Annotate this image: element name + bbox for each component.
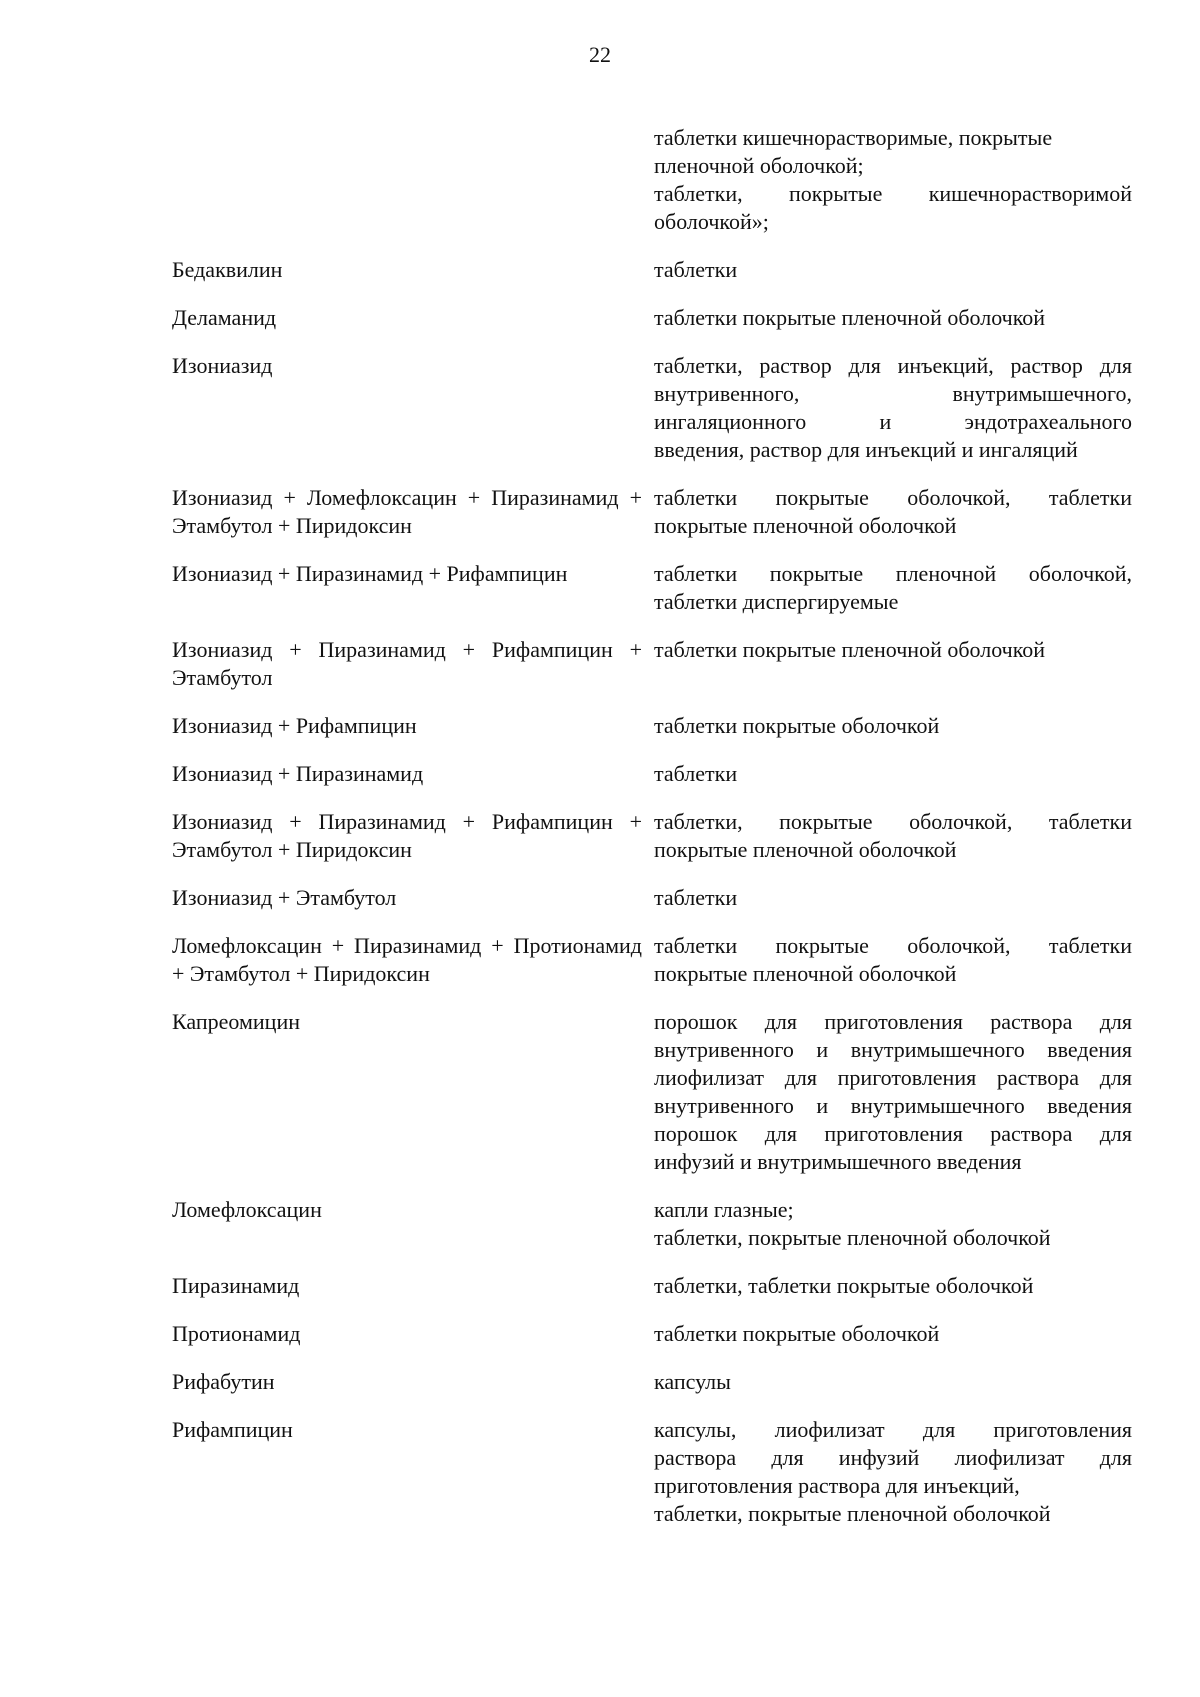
drug-name: Капреомицин bbox=[172, 1009, 300, 1034]
table-row bbox=[172, 352, 1132, 464]
dosage-form-line: таблетки покрытые оболочкой, таблетки bbox=[654, 485, 1132, 510]
dosage-forms bbox=[654, 712, 1132, 740]
dosage-forms bbox=[654, 1320, 1132, 1348]
dosage-form-line: раствора для инфузий лиофилизат для bbox=[654, 1445, 1132, 1470]
dosage-forms bbox=[654, 636, 1132, 664]
dosage-forms bbox=[654, 352, 1132, 464]
table-row bbox=[172, 304, 1132, 332]
drug-name: Изониазид bbox=[172, 353, 273, 378]
drug-name: Деламанид bbox=[172, 305, 277, 330]
dosage-form-line: покрытые пленочной оболочкой bbox=[654, 961, 957, 986]
dosage-forms bbox=[654, 760, 1132, 788]
dosage-form-line: инфузий и внутримышечного введения bbox=[654, 1149, 1022, 1174]
dosage-form-line: внутривенного, внутримышечного, bbox=[654, 381, 1132, 406]
dosage-form-line: покрытые пленочной оболочкой bbox=[654, 513, 957, 538]
table-row bbox=[172, 712, 1132, 740]
dosage-form-line: пленочной оболочкой; bbox=[654, 153, 864, 178]
drug-name: Изониазид + Этамбутол bbox=[172, 885, 397, 910]
dosage-form-line: таблетки покрытые пленочной оболочкой bbox=[654, 637, 1046, 662]
dosage-form-line: таблетки, покрытые пленочной оболочкой bbox=[654, 1501, 1051, 1526]
drug-name: Изониазид + Рифампицин bbox=[172, 713, 417, 738]
dosage-form-line: капсулы, лиофилизат для приготовления bbox=[654, 1417, 1132, 1442]
table-row bbox=[172, 560, 1132, 616]
table-row bbox=[172, 1008, 1132, 1176]
table-row bbox=[172, 1416, 1132, 1528]
table-row bbox=[172, 636, 1132, 692]
dosage-forms bbox=[654, 1196, 1132, 1252]
dosage-forms bbox=[654, 124, 1132, 236]
dosage-form-line: капли глазные; bbox=[654, 1197, 794, 1222]
table-row bbox=[172, 808, 1132, 864]
table-row bbox=[172, 1196, 1132, 1252]
dosage-forms bbox=[654, 932, 1132, 988]
dosage-form-line: таблетки bbox=[654, 257, 738, 282]
drug-name: Рифабутин bbox=[172, 1369, 275, 1394]
dosage-form-line: таблетки, раствор для инъекций, раствор для bbox=[654, 353, 1132, 378]
table-row bbox=[172, 124, 1132, 236]
drug-name: Изониазид + Пиразинамид + Рифампицин + Этамбутол bbox=[172, 637, 642, 690]
drug-table bbox=[172, 124, 1132, 1548]
dosage-form-line: таблетки, покрытые кишечнорастворимой bbox=[654, 181, 1132, 206]
dosage-forms bbox=[654, 808, 1132, 864]
dosage-form-line: таблетки покрытые оболочкой bbox=[654, 713, 940, 738]
table-row bbox=[172, 884, 1132, 912]
table-row bbox=[172, 1368, 1132, 1396]
drug-name: Изониазид + Пиразинамид + Рифампицин + Этамбутол + Пиридоксин bbox=[172, 809, 642, 862]
dosage-forms bbox=[654, 1272, 1132, 1300]
drug-name: Бедаквилин bbox=[172, 257, 283, 282]
table-row bbox=[172, 1272, 1132, 1300]
dosage-form-line: оболочкой»; bbox=[654, 209, 769, 234]
table-row bbox=[172, 256, 1132, 284]
dosage-form-line: таблетки, покрытые пленочной оболочкой bbox=[654, 1225, 1051, 1250]
dosage-forms bbox=[654, 1368, 1132, 1396]
dosage-forms bbox=[654, 1416, 1132, 1528]
dosage-form-line: внутривенного и внутримышечного введения bbox=[654, 1037, 1132, 1062]
dosage-form-line: ингаляционного и эндотрахеального bbox=[654, 409, 1132, 434]
table-row bbox=[172, 932, 1132, 988]
dosage-forms bbox=[654, 560, 1132, 616]
dosage-form-line: капсулы bbox=[654, 1369, 731, 1394]
dosage-form-line: таблетки bbox=[654, 885, 738, 910]
dosage-forms bbox=[654, 304, 1132, 332]
table-row bbox=[172, 1320, 1132, 1348]
drug-name: Изониазид + Пиразинамид + Рифампицин bbox=[172, 561, 568, 586]
dosage-form-line: таблетки покрытые оболочкой, таблетки bbox=[654, 933, 1132, 958]
dosage-form-line: таблетки кишечнорастворимые, покрытые bbox=[654, 125, 1053, 150]
dosage-form-line: приготовления раствора для инъекций, bbox=[654, 1473, 1020, 1498]
dosage-form-line: покрытые пленочной оболочкой bbox=[654, 837, 957, 862]
drug-name: Рифампицин bbox=[172, 1417, 293, 1442]
dosage-form-line: введения, раствор для инъекций и ингаляций bbox=[654, 437, 1078, 462]
dosage-form-line: таблетки bbox=[654, 761, 738, 786]
table-row bbox=[172, 484, 1132, 540]
table-row bbox=[172, 760, 1132, 788]
page-number: 22 bbox=[589, 42, 611, 67]
drug-name: Изониазид + Ломефлоксацин + Пиразинамид + Этамбутол + Пиридоксин bbox=[172, 485, 642, 538]
dosage-forms bbox=[654, 1008, 1132, 1176]
drug-name: Пиразинамид bbox=[172, 1273, 300, 1298]
dosage-form-line: таблетки, таблетки покрытые оболочкой bbox=[654, 1273, 1034, 1298]
dosage-form-line: таблетки диспергируемые bbox=[654, 589, 899, 614]
dosage-form-line: лиофилизат для приготовления раствора для bbox=[654, 1065, 1132, 1090]
drug-name: Протионамид bbox=[172, 1321, 301, 1346]
dosage-form-line: таблетки покрытые пленочной оболочкой bbox=[654, 305, 1046, 330]
dosage-form-line: порошок для приготовления раствора для bbox=[654, 1009, 1132, 1034]
dosage-form-line: внутривенного и внутримышечного введения bbox=[654, 1093, 1132, 1118]
dosage-form-line: таблетки покрытые пленочной оболочкой, bbox=[654, 561, 1132, 586]
drug-name: Изониазид + Пиразинамид bbox=[172, 761, 424, 786]
dosage-form-line: таблетки, покрытые оболочкой, таблетки bbox=[654, 809, 1132, 834]
dosage-forms bbox=[654, 884, 1132, 912]
drug-name: Ломефлоксацин + Пиразинамид + Протионамид + Этамбутол + Пиридоксин bbox=[172, 933, 642, 986]
dosage-form-line: порошок для приготовления раствора для bbox=[654, 1121, 1132, 1146]
drug-name: Ломефлоксацин bbox=[172, 1197, 322, 1222]
dosage-forms bbox=[654, 484, 1132, 540]
dosage-forms bbox=[654, 256, 1132, 284]
dosage-form-line: таблетки покрытые оболочкой bbox=[654, 1321, 940, 1346]
